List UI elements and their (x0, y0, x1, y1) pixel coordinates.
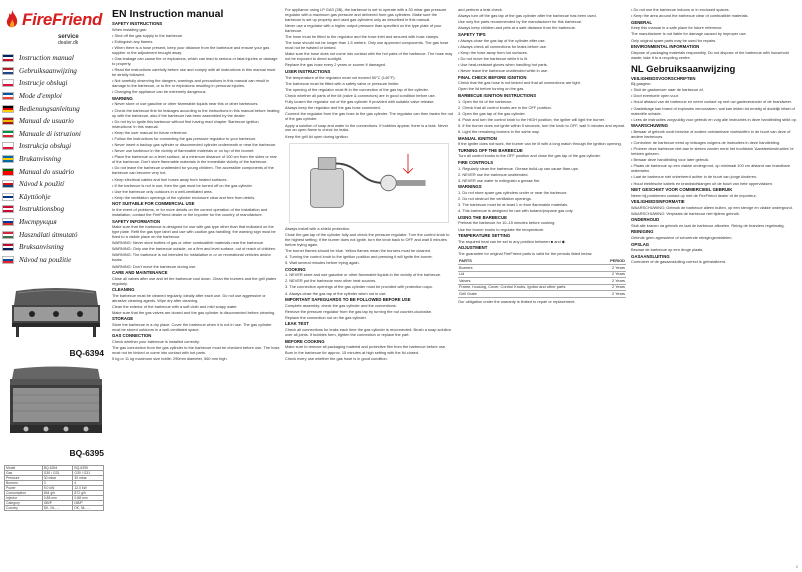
paragraph: • Houd afstand van de barbecue en neem contact op met uw gasleverancier of de brandweer. (631, 99, 792, 105)
paragraph: • Probeer deze barbecue niet aan te steken zonder eerst het hoofdstuk 'Aansteekinstructies' te hebben gelezen. (631, 146, 794, 156)
paragraph: Make sure that the gas valves are closed and the gas cylinder is disconnected before cleaning. (112, 309, 276, 315)
paragraph: Check whether your barbecue is installed correctly. (112, 339, 200, 345)
paragraph: 1. Regularly clean the barbecue. Grease build-up can cause flare-ups. (458, 165, 579, 171)
paragraph: 3. The connection openings of the gas cylinder must be provided with protection caps. (285, 284, 433, 290)
paragraph: • Houd elektrische kabels en brandstofslangen uit de buurt van hete oppervlakken. (631, 180, 773, 186)
paragraph: The gas connection from the gas cylinder to the barbecue must be checked before use. The hose must not be kinked or come into contact with hot parts. (112, 345, 280, 356)
service-badge (58, 34, 79, 46)
spec-cell: 4 (73, 481, 104, 486)
paragraph: • Use the barbecue only outdoors in a well-ventilated area. (112, 188, 213, 194)
section-heading: NIET GESCHIKT VOOR COMMERCIEEL GEBRUIK (631, 187, 733, 193)
paragraph: • Do not use the barbecue indoors or in enclosed spaces. (631, 8, 730, 12)
paragraph: Store the barbecue in a dry place. Cover the barbecue when it is not in use. The gas cylinder must be stored outdoors in a well-ventilated space. (112, 321, 272, 332)
spec-cell: DK, NL, ... (42, 506, 73, 511)
section-heading: TEMPERATURE SETTING (458, 233, 511, 239)
manual-column-4 (631, 8, 799, 266)
paragraph: Only original spare parts may be used for repairs. (631, 37, 717, 43)
spec-cell: I3B/P (42, 501, 73, 506)
flag-icon (2, 130, 14, 138)
section-heading: TURNING OFF THE BARBECUE (458, 147, 523, 153)
section-heading: SAFETY INFORMATION (112, 218, 161, 224)
section-heading: BARBECUE IGNITION INSTRUCTIONS (458, 93, 537, 98)
spec-cell: Injector (5, 496, 43, 501)
paragraph: For appliance using LP GAS (3B), the barbecue is set to operate with a 30 mbar gas pressure regulator with a maximum gas pressure and delivered from gas cylinders. Make sure the barbecue is set up properly and used gas cylinders only as described in this manual. (285, 8, 447, 22)
brand-logo (4, 6, 104, 34)
spec-row (5, 506, 104, 511)
flag-icon (2, 117, 14, 125)
paragraph: WARNING: Don't move the barbecue during use. (112, 263, 197, 269)
language-item (2, 102, 106, 115)
nl-manual-title: NL Gebruiksaanwijzing (631, 63, 736, 75)
flag-icon (2, 168, 14, 176)
paragraph: The required heat can be set to any position between ■ and ◆. (458, 238, 566, 244)
language-item (2, 191, 106, 204)
paragraph: 3. The barbecue must be at least 1 m from flammable materials. (458, 202, 569, 208)
paragraph: • Extinguish any flames. (112, 38, 154, 44)
paragraph: 5 kg or 11 kg maximum size bottle: 290mm diameter, 560 mm high. (112, 356, 228, 362)
paragraph: Open the lid before turning on the gas. (458, 86, 525, 92)
paragraph: Replace the connection nut on the gas cylinder. (285, 314, 367, 320)
paragraph: Make sure that the barbecue is designed for use with gas type other than that indicated on the type plate. Refit the gas type label and use with caution gas handling; the warning sign must be fixed to a visible place on the barbecue. (112, 224, 276, 239)
language-item (2, 128, 106, 141)
flag-icon (2, 155, 14, 163)
paragraph: • Always close the gas tap of the cylinder after use. (458, 37, 546, 43)
warranty-cell: 2 Years (603, 278, 626, 285)
paragraph: 4. Always close the gas tap of the cylinder when not in use. (285, 290, 387, 296)
flag-icon (2, 105, 14, 113)
paragraph: When installing gas: (112, 26, 147, 32)
warranty-cell: 2 Years (603, 284, 626, 291)
paragraph: Keep the grill lid open during ignition. (285, 133, 349, 139)
language-item (2, 216, 106, 229)
paragraph: Close the gas tap of the cylinder fully and check the pressure regulator. Turn the control knob to the highest setting; if the burner does not ignite, turn the knob back to OFF and wait 5 minutes before trying again. (285, 231, 450, 247)
paragraph: • Gaslekkage kan brand of explosies veroorzaken, wat kan leiden tot ernstig of dodelijk letsel of materiële schade. (631, 105, 795, 116)
paragraph: • Keep the area around the barbecue clear of combustible materials. (631, 13, 749, 19)
paragraph: WARNING: Never store bottles of gas or other combustible materials near the barbecue. (112, 240, 265, 246)
section-heading: USER INSTRUCTIONS (285, 69, 331, 75)
paragraph: Make sure to remove all packaging material and protective film from the barbecue before use. (285, 344, 447, 350)
paragraph: • Doof eventuele open vuur. (631, 93, 679, 99)
paragraph: The barbecue must be fitted with a safety valve or pressure limiter. (285, 80, 400, 86)
warranty-cell: Grill Grate (458, 291, 603, 298)
paragraph: • Keep electrical cables and fuel hoses away from heated surfaces. (112, 176, 228, 182)
section-heading: OPSLAG (631, 241, 650, 247)
paragraph: WAARSCHUWING: Verplaats de barbecue niet tijdens gebruik. (631, 210, 740, 216)
section-heading: ENVIRONMENTAL INFORMATION (631, 44, 700, 50)
flag-icon (2, 54, 14, 62)
paragraph: Burn in the barbecue for approx. 15 minutes at high setting with the lid closed. (285, 350, 420, 356)
paragraph: Replace the gas hose every 2 years or sooner if damaged. (285, 62, 386, 68)
paragraph: Controleer of de gasaansluiting correct is geïnstalleerd. (631, 259, 727, 265)
language-label: Mode d'emploi (19, 92, 62, 101)
language-label: Gebruiksaanwijzing (19, 66, 77, 75)
paragraph: 4. Turning the control knob to the ignition position and pressing it will ignite the burner. (285, 253, 433, 259)
paragraph: Sluit alle kranen na gebruik en laat de barbecue afkoelen. Reinig de branders regelmatig. (631, 222, 785, 228)
paragraph: • Never insert a backup gas cylinder or disconnected cylinder underneath or near the barbecue. (112, 142, 277, 148)
paragraph: • Changing the appliance can be extremely dangerous. (112, 89, 207, 95)
section-heading: MANUAL IGNITION (458, 135, 497, 141)
language-item (2, 140, 106, 153)
language-list (2, 52, 106, 266)
language-item (2, 52, 106, 65)
section-heading: VEILIGHEIDSVOORSCHRIFTEN (631, 75, 696, 81)
spec-cell: BQ-6394 (42, 466, 73, 471)
paragraph: Check all connections for leaks each time the gas cylinder is reconnected. Brush a soap solution over all joints. If bubbles form, tighten the connection or replace the part. (285, 327, 451, 337)
paragraph: 2. Check that all control knobs are in the OFF position. (458, 104, 552, 110)
paragraph: WARNING: The barbecue is not intended for installation in or on recreational vehicles and/or boats. (112, 252, 271, 263)
paragraph: The manufacturer is not liable for damage caused by improper use. (631, 31, 747, 37)
manual-column-4-top (631, 8, 799, 61)
paragraph: • Bewaar deze handleiding voor later gebruik. (631, 157, 710, 163)
paragraph: • Not carefully observing the dangers, warnings and precautions in this manual can result in damage to the barbecue, or to fire or explosions resulting in personal injuries. (112, 78, 270, 89)
language-item (2, 65, 106, 78)
section-heading: WARNINGS (458, 184, 482, 190)
flag-icon (2, 218, 14, 226)
spec-cell: Model (5, 466, 43, 471)
spec-cell: Pressure (5, 476, 43, 481)
paragraph: • Lees de instructies zorgvuldig voor gebruik en volg alle instructies in deze handleiding strikt op. (631, 116, 797, 122)
paragraph: 4. This barbecue is designed for use with butane/propane gas only. (458, 208, 574, 214)
paragraph: • Read the instructions carefully before use and comply with all instructions in this manual must be strictly followed. (112, 67, 276, 78)
paragraph: The burner flames should be blue. Yellow flames mean the burners must be cleaned. (285, 247, 431, 253)
paragraph: Always turn off the gas tap of the gas cylinder after the barbecue has been used. (458, 13, 597, 19)
cover-column (0, 0, 108, 572)
section-heading: LEAK TEST (285, 321, 309, 327)
flag-icon (2, 193, 14, 201)
paragraph: • Keep the user manual for future reference. (112, 129, 188, 135)
paragraph: Bewaar de barbecue op een droge plaats. (631, 247, 704, 253)
section-heading: VEILIGHEIDSINFORMATIE (631, 199, 685, 205)
warranty-cell: Lid (458, 271, 603, 278)
section-heading: SAFETY INSTRUCTIONS (112, 21, 163, 26)
paragraph: Always install with a shield protection. (285, 225, 351, 231)
page-number: 2 (795, 564, 798, 569)
spec-cell: 654 g/h (42, 491, 73, 496)
flag-icon (2, 243, 14, 251)
paragraph: • If the barbecue is not in use, then the gas must be turned off on the gas cylinder. (112, 182, 253, 188)
paragraph: 1. NEVER store and use gasoline or other flammable liquids in the vicinity of the barbecue. (285, 272, 442, 278)
section-heading: FIRE CONTROLS (458, 159, 494, 165)
language-item (2, 153, 106, 166)
language-item (2, 203, 106, 216)
paragraph: The hose must be fitted to the regulator and the hose inlet and secured with hose clamps. (285, 34, 440, 40)
language-item (2, 77, 106, 90)
en-manual-title: EN Instruction manual (112, 8, 224, 20)
language-item (2, 228, 106, 241)
language-label: Brukanvisning (19, 155, 61, 164)
paragraph: The hose should not be longer than 1.5 meters. Only use approved components. The gas hose must not be twisted or kinked. (285, 40, 449, 51)
paragraph: 3. Open the gas tap of the gas cylinder. (458, 110, 526, 116)
paragraph: Our obligation under the warranty is limited to repair or replacement. (458, 298, 576, 304)
section-heading: IMPORTANT SAFEGUARDS TO BE FOLLOWED BEFORE USE (285, 297, 411, 303)
paragraph: Check whether all parts of the kit (valve & connectors) are in good condition before use. (285, 92, 436, 98)
flag-icon (2, 142, 14, 150)
warranty-cell: 2 Years (603, 291, 626, 298)
service-line-1: service (58, 34, 79, 40)
warranty-table (458, 259, 626, 298)
flag-icon (2, 79, 14, 87)
paragraph: • Use heat-resistant gloves when handling hot parts. (458, 62, 548, 68)
model-number-b: BQ-6395 (69, 448, 104, 458)
section-heading: COOKING (285, 266, 306, 272)
paragraph: 1. Do not store spare gas cylinders under or near the barbecue. (458, 189, 568, 195)
paragraph: Check every use whether the gas hose is in good condition. (285, 356, 388, 362)
section-heading: WARNING (112, 95, 133, 101)
section-heading: REINIGING (631, 229, 654, 235)
paragraph: 5. Wait several minutes before trying again. (285, 260, 360, 266)
warranty-cell: 2 Years (603, 265, 626, 272)
flag-icon (2, 205, 14, 213)
language-item (2, 178, 106, 191)
warranty-header-cell: PERIOD (603, 259, 626, 265)
paragraph: • Controleer de barbecue eerst op lekkages volgens de instructies in deze handleiding. (631, 139, 781, 145)
paragraph: • Shut off the gas supply to the barbecue. (112, 32, 184, 38)
language-item (2, 165, 106, 178)
spec-cell: 872 g/h (73, 491, 104, 496)
language-label: Használati útmutató (19, 230, 78, 239)
flag-icon (2, 67, 14, 75)
warranty-cell: 2 Years (603, 271, 626, 278)
spec-cell: I3B/P (73, 501, 104, 506)
paragraph: Clean the exterior of the barbecue with a soft cloth and mild soapy water. (112, 303, 238, 309)
language-label: Návod na použitie (19, 255, 72, 264)
paragraph: • Keep the hose away from hot surfaces. (458, 49, 528, 55)
spec-cell: G30 / G31 (73, 471, 104, 476)
paragraph: In the event of problems, or for more details on the correct operation of the installation and installation, contact the FireFriend dealer or the importer for the country of manufacture. (112, 207, 268, 217)
brand-name: FireFriend (22, 10, 103, 29)
language-label: Manual do usuário (19, 167, 75, 176)
paragraph: Always keep the regulator and the gas hose connected. (285, 105, 381, 111)
paragraph: The guarantee for original FireFriend parts is valid for the periods listed below. (458, 250, 593, 256)
language-label: Bedienungsanleitung (19, 104, 80, 113)
section-heading: FINAL CHECK BEFORE IGNITION (458, 74, 527, 80)
paragraph: • Do not leave the barbecue unattended for young children. The accessible components of the barbecue can become very hot. (112, 165, 274, 176)
service-line-2: dealer.dk (58, 40, 79, 46)
spec-cell: 30 mbar (73, 476, 104, 481)
language-label: Käyttöohje (19, 192, 51, 201)
manual-column-3 (458, 8, 626, 306)
manual-column-2 (285, 8, 453, 363)
spec-cell: Gas (5, 471, 43, 476)
paragraph: Never use a regulator with a higher output pressure than specified on the type plate of your barbecue. (285, 23, 442, 33)
paragraph: • Plaats de barbecue op een vlakke ondergrond, op minimaal 100 cm afstand van brandbare materialen. (631, 163, 791, 174)
paragraph: Bij gasgeur: (631, 81, 652, 87)
flag-icon (2, 180, 14, 188)
spec-cell: DK, NL, ... (73, 506, 104, 511)
section-heading: GASAANSLUITING (631, 253, 670, 259)
warranty-cell: Burners (458, 265, 603, 272)
section-heading: GENERAL (631, 19, 653, 25)
paragraph: Make sure the hose does not come into contact with the hot parts of the barbecue. The hose may not be exposed to direct sunlight. (285, 51, 453, 62)
section-heading: GAS CONNECTION (112, 333, 152, 339)
paragraph: 3. NEVER use water to extinguish a grease fire. (458, 177, 541, 183)
paragraph: 1. Open the lid of the barbecue. (458, 98, 513, 104)
spec-cell: 0.88 mm (73, 496, 104, 501)
grill-image-bq6394 (6, 283, 106, 343)
language-label: Návod k použití (19, 180, 65, 189)
paragraph: Neem bij problemen contact op met de FireFriend dealer of de importeur. (631, 192, 757, 198)
paragraph: If the igniter does not work, the burner can be lit with a long match through the ignition opening. (458, 141, 622, 147)
section-heading: CARE AND MAINTENANCE (112, 270, 168, 276)
paragraph: Dispose of packaging materials responsibly. Do not dispose of the barbecue with household waste; take it to a recycling centre. (631, 49, 789, 60)
warranty-cell: Frame, housing, Cover, Control Knobs, Ignitor and other parts (458, 284, 603, 291)
paragraph: 4. Push and turn the control knob to the HIGH position; the igniter will light the burner. (458, 116, 606, 122)
paragraph: • Do not move the barbecue while it is lit. (458, 55, 529, 61)
flag-icon (2, 256, 14, 264)
paragraph: Preheat the barbecue for 10–15 minutes before cooking. (458, 220, 556, 226)
grill-image-bq6395 (6, 365, 106, 443)
paragraph: Check that the gas hose is not kinked and that all connections are tight. (458, 80, 581, 86)
paragraph: Always keep children and pets at a safe distance from the barbecue. (458, 25, 576, 31)
language-item (2, 90, 106, 103)
spec-cell: 30 mbar (42, 476, 73, 481)
language-label: Instrukcja obsługi (19, 142, 72, 151)
paragraph: • Follow the instructions for connecting the gas pressure regulator to your barbecue. (112, 135, 257, 141)
language-label: Instruktionsbog (19, 205, 65, 214)
spec-cell: G30 / G31 (42, 471, 73, 476)
paragraph: WAARSCHUWING: Gebruik de barbecue alleen buiten, op een stevige en vlakke ondergrond. (631, 204, 793, 210)
regulator-illustration (290, 144, 448, 222)
paragraph: Use the burner knobs to regulate the temperature. (458, 226, 545, 232)
section-heading: NOT SUITABLE FOR COMMERCIAL USE (112, 201, 195, 207)
language-label: Instruction manual (19, 54, 74, 63)
spec-cell: Consumption (5, 491, 43, 496)
connection-diagram (289, 143, 449, 223)
manual-column-4-nl (631, 77, 799, 266)
section-heading: ADJUSTMENT (458, 245, 488, 251)
paragraph: 5. If the burner does not ignite within 5 seconds, turn the knob to OFF, wait 5 minutes and repeat. (458, 123, 625, 129)
paragraph: • Bewaar of gebruik nooit benzine of andere ontvlambare vloeistoffen in de buurt van deze of andere barbecues. (631, 128, 791, 139)
spec-cell: BQ-6395 (73, 466, 104, 471)
section-heading: SAFETY TIPS (458, 31, 486, 37)
paragraph: • Sluit de gastoevoer naar de barbecue af. (631, 87, 704, 93)
paragraph: Complete assembly: check the gas cylinder and the connections. (285, 302, 397, 308)
spec-table (4, 465, 104, 511)
spec-cell: 0.88 mm (42, 496, 73, 501)
paragraph: The barbecue must be cleaned regularly, ideally after each use. Do not use aggressive or abrasive cleaning agents. Wipe dry after cleaning. (112, 292, 266, 303)
paragraph: The opening of the regulator must fit in the connection of the gas tap of the cylinder. (285, 86, 429, 92)
language-label: Инструкция (19, 218, 57, 227)
warranty-cell: Valves (458, 278, 603, 285)
language-item (2, 254, 106, 267)
warranty-row (458, 291, 626, 298)
paragraph: • Always check all connections for leaks before use. (458, 43, 547, 49)
paragraph: Remove the pressure regulator from the gas tap by turning the nut counter-clockwise. (285, 308, 433, 314)
language-label: Instrucje obsługi (19, 79, 68, 88)
paragraph: • Laat de barbecue niet onbeheerd achter in de buurt van jonge kinderen. (631, 174, 758, 180)
spec-cell: 9.0 kW (42, 486, 73, 491)
paragraph: Gebruik geen agressieve of schurende reinigingsmiddelen. (631, 235, 733, 241)
section-heading: CLEANING (112, 287, 135, 293)
paragraph: Turn all control knobs to the OFF position and close the gas tap of the gas cylinder. (458, 153, 601, 159)
language-item (2, 241, 106, 254)
paragraph: WARNING: Only use the barbecue outside, on a firm and level surface, out of reach of children. (112, 246, 277, 252)
spec-cell: Category (5, 501, 43, 506)
paragraph: Apply a solution of soap and water to the connections. If bubbles appear, there is a leak. Never use an open flame to check for leaks. (285, 122, 449, 133)
paragraph: • Never store or use gasoline or other flammable liquids near this or other barbecues. (112, 101, 259, 107)
section-heading: STORAGE (112, 316, 134, 322)
flag-icon (2, 231, 14, 239)
flame-icon (4, 9, 20, 31)
paragraph: Fully loosen the regulator nut of the gas cylinder if provided with suitable valve release. (285, 99, 435, 105)
warranty-header-cell: PARTS (458, 259, 603, 265)
language-item (2, 115, 106, 128)
paragraph: • Never use barbecue in the vicinity of flammable materials or on top of the bonnet. (112, 148, 255, 154)
language-label: Manual de usuario (19, 117, 74, 126)
paragraph: The temperature of the regulator must not exceed 50°C (140°F). (285, 74, 396, 80)
paragraph: • Place the barbecue on a level surface, at a minimum distance of 100 cm from the sides or rear of the barbecue. Don't store flammable materials in the immediate vicinity of the barbecue. (112, 154, 277, 165)
language-label: Manuale di istruzioni (19, 129, 81, 138)
flag-icon (2, 92, 14, 100)
spec-cell: Country (5, 506, 43, 511)
paragraph: Close all valves after use and let the barbecue cool down. Clean the burners and the grill plates regularly. (112, 275, 277, 286)
spec-cell: Burners (5, 481, 43, 486)
paragraph: Connect the regulator from the gas hose to the gas cylinder. The regulator can then fasten the nut of the gas cylinder. (285, 111, 453, 122)
language-label: Bruksanvisning (19, 243, 64, 252)
section-heading: USING THE BARBECUE (458, 214, 507, 220)
model-number-a: BQ-6394 (69, 348, 104, 358)
paragraph: • Gas leakage can cause fire or explosions, which can lead to serious or fatal injuries or damage to property. (112, 56, 278, 67)
paragraph: • Never leave the barbecue unattended while in use. (458, 68, 549, 74)
paragraph: • Check the barbecue first for leakages according to the instructions in this manual before heating up with the barbecue, also if the barbecue has been assembled by the dealer. (112, 107, 280, 118)
paragraph: 6. Light the remaining burners in the same way. (458, 129, 540, 135)
paragraph: Use only the parts recommended by the manufacturer for this barbecue. (458, 19, 583, 25)
spec-cell: 12.0 kW (73, 486, 104, 491)
paragraph: 2. Do not obstruct the ventilation openings. (458, 196, 532, 202)
section-heading: WAARSCHUWING (631, 123, 668, 129)
paragraph: and perform a leak check. (458, 8, 503, 12)
paragraph: 2. NEVER use the barbecue unattended. (458, 171, 529, 177)
paragraph: • Keep the ventilation openings of the cylinder enclosure clear and free from debris. (112, 194, 256, 200)
paragraph: • When there is a hose present, keep your distance from the barbecue and ensure your gas supplier or the adjustment brought away. (112, 44, 270, 55)
manual-column-1 (112, 8, 280, 363)
paragraph: • Do not try to ignite this barbecue without first having read chapter 'Barbecue ignition instructions' in this manual. (112, 118, 259, 129)
paragraph: Keep this manual in a safe place for future reference. (631, 25, 723, 31)
section-heading: ONDERHOUD (631, 217, 660, 223)
spec-cell: 3 (42, 481, 73, 486)
section-heading: BEFORE COOKING (285, 338, 325, 344)
paragraph: 2. NEVER put the barbecue near other heat sources. (285, 278, 377, 284)
spec-cell: Power (5, 486, 43, 491)
